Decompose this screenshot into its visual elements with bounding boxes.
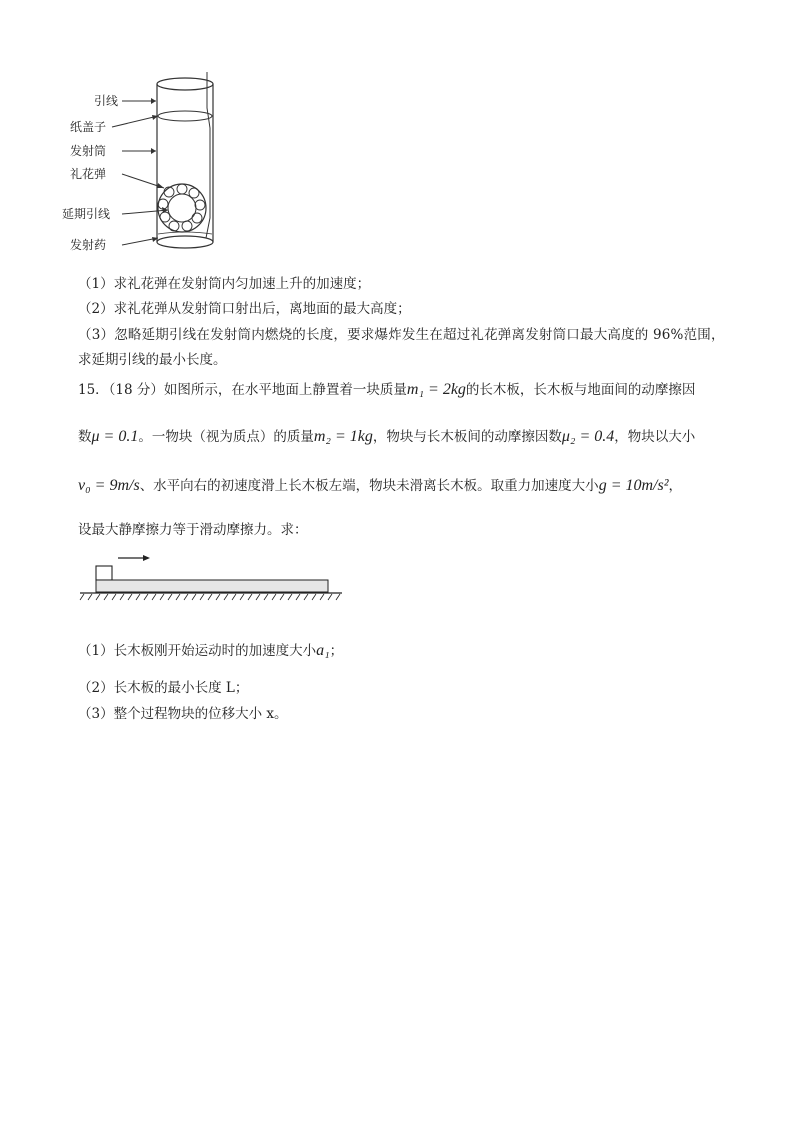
q15-stem-line2: 数μ = 0.1。一物块（视为质点）的质量m₂ = 1kg，物块与长木板间的动摩擦因数μ₂ = 0.4，物块以大小 xyxy=(78,428,696,445)
q15-stem-line1: 15．（18 分）如图所示，在水平地面上静置着一块质量m₁ = 2kg的长木板，长木板与地面间的动摩擦因 xyxy=(78,381,696,398)
figure-label: 引线 xyxy=(94,94,119,108)
figure-label: 发射药 xyxy=(70,238,107,252)
q14-part1: （1）求礼花弹在发射筒内匀加速上升的加速度； xyxy=(78,276,371,292)
block-board-figure xyxy=(76,550,346,606)
mu2-formula: μ₂ = 0.4 xyxy=(561,428,615,445)
q15-part2: （2）长木板的最小长度 L； xyxy=(78,680,249,696)
a1-symbol: a₁ xyxy=(316,642,330,659)
q15-part3: （3）整个过程物块的位移大小 x。 xyxy=(78,706,288,722)
mu-formula: μ = 0.1 xyxy=(91,428,139,445)
q14-part3-line2: 求延期引线的最小长度。 xyxy=(78,352,227,368)
m2-formula: m₂ = 1kg xyxy=(313,428,373,445)
figure-label: 礼花弹 xyxy=(70,167,107,181)
q14-part3-line1: （3）忽略延期引线在发射筒内燃烧的长度，要求爆炸发生在超过礼花弹离发射筒口最大高度的 96%范围， xyxy=(78,327,725,343)
figure-label: 发射筒 xyxy=(70,144,107,158)
g-formula: g = 10m/s² xyxy=(598,477,669,494)
figure-label: 延期引线 xyxy=(62,207,111,221)
q15-part1: （1）长木板刚开始运动时的加速度大小a₁； xyxy=(78,642,344,659)
firework-launcher-figure xyxy=(60,68,240,258)
figure-label: 纸盖子 xyxy=(70,120,107,134)
m1-formula: m₁ = 2kg xyxy=(406,381,466,398)
q15-stem-line4: 设最大静摩擦力等于滑动摩擦力。求： xyxy=(78,522,308,538)
v0-formula: v₀ = 9m/s xyxy=(78,477,140,494)
q15-stem-line3: v₀ = 9m/s、水平向右的初速度滑上长木板左端，物块未滑离长木板。取重力加速度大小g = 10m/s²， xyxy=(78,477,683,494)
q14-part2: （2）求礼花弹从发射筒口射出后，离地面的最大高度； xyxy=(78,301,411,317)
